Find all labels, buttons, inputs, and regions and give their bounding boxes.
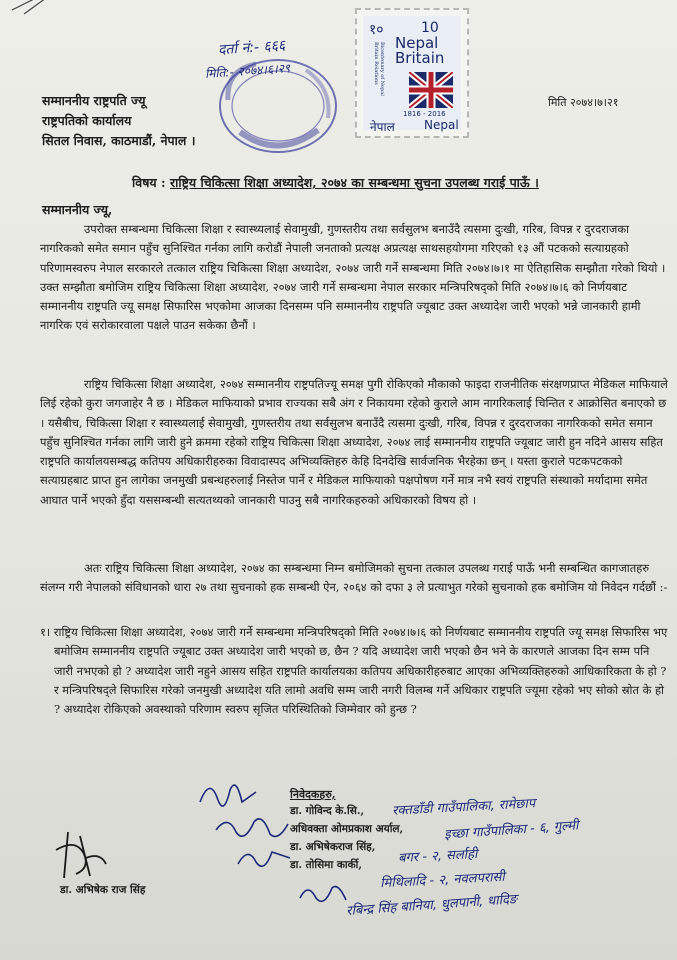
handwritten-address-4: मिथिलादि - २, नवलपरासी xyxy=(379,869,506,892)
handwritten-address-5: रबिन्द्र सिंह बानिया, धुलपानी, धादिङ xyxy=(345,892,518,919)
stamp-side-text: Bicentenary of Nepal Britain Relations xyxy=(373,42,385,96)
stamp-value: 10 xyxy=(421,20,439,36)
stamp-title-britain: Britain xyxy=(395,49,445,67)
registration-date: मिति:- २०७४।६।२९ xyxy=(204,61,291,81)
handwritten-address-2: इच्छा गाउँपालिका - ६, गुल्मी xyxy=(443,818,579,843)
stamp-caption-nepali: नेपाल xyxy=(370,120,395,134)
address-line-3: सितल निवास, काठमाडौं, नेपाल । xyxy=(42,133,196,148)
signatory-1: डा. गोविन्द के.सि., xyxy=(290,805,365,817)
signatory-4: डा. तोसिमा कार्की, xyxy=(290,859,363,871)
stamp-title-nepal: Nepal xyxy=(395,34,439,52)
body-paragraph-3 xyxy=(40,559,670,598)
request-item-1 xyxy=(40,623,670,719)
subject-label: विषय : xyxy=(132,175,166,190)
body-paragraph-2 xyxy=(40,375,670,510)
stamp-caption-english: Nepal xyxy=(424,118,459,132)
left-signatory-name: डा. अभिषेक राज सिंह xyxy=(60,884,146,896)
handwritten-address-1: रक्तडाँडी गाउँपालिका, रामेछाप xyxy=(391,796,536,819)
signature-scribble-left xyxy=(50,828,110,884)
handwritten-address-3: बगर - २, सर्लाही xyxy=(397,846,478,867)
stamp-value-nepali: १० xyxy=(369,22,384,38)
paragraph-text: राष्ट्रिय चिकित्सा शिक्षा अध्यादेश, २०७४ सम्माननीय राष्ट्रपतिज्यू समक्ष पुगी रोकिएको मौकाको फाइदा राजनीतिक संरक्षणप्राप्त मेडिकल माफियाले लिई रहेको कुरा जगजाहेर नै छ । मेडिकल माफियाको प्रभाव राज्यका सबै अंग र निकायमा रहेको कुराले आम नागरिकलाई चिन्तित र आक्रोसित बनाएको छ । यसैबीच, चिकित्सा शिक्षा र स्वास्थ्यलाई सेवामुखी, गुणस्तरीय तथा सर्वसुलभ बनाउँदै त्यसमा दुःखी, गरिब, विपन्न र दुरदराजका नागरिकको समेत समान पहुँच सुनिश्चित गर्नका लागि जारी हुने क्रममा रहेको राष्ट्रिय चिकित्सा शिक्षा अध्यादेश, २०७४ लाई सम्माननीय राष्ट्रपति ज्यूबाट जारी हुन नदिने आसय सहित राष्ट्रपति कार्यालयसम्बद्ध कतिपय अधिकारीहरुका विवादास्पद अभिव्यक्तिहरु केहि दिनदेखि सार्वजनिक भैरहेका छन् । यस्ता कुराले पटकपटकको सत्याग्रहबाट प्राप्त हुन लागेका जनमुखी प्रबन्धहरुलाई निस्तेज पार्ने र मेडिकल माफियाको पक्षपोषण गर्ने मात्र नभै स्वयं राष्ट्रपति संस्थाको मर्यादामा समेत आघात पार्ने भएको हुँदा यससम्बन्धी सत्यतथ्यको जानकारी पाउनु सबै नागरिकहरुको अधिकारको विषय हो । xyxy=(40,377,668,507)
subject-text: राष्ट्रिय चिकित्सा शिक्षा अध्यादेश, २०७४ का सम्बन्धमा सुचना उपलब्ध गराई पाऊँ । xyxy=(170,175,539,190)
subject-line xyxy=(132,174,539,191)
stamp-years: 1816 - 2016 xyxy=(403,110,446,118)
address-line-2: राष्ट्रपतिको कार्यालय xyxy=(42,113,132,128)
paragraph-text: अतः राष्ट्रिय चिकित्सा शिक्षा अध्यादेश, २०७४ का सम्बन्धमा निम्न बमोजिमको सुचना तत्काल उपलब्ध गराई पाऊँ भनी सम्बन्धित कागजातहरु संलग्न गरी नेपालको संविधानको धारा २७ तथा सुचनाको हक सम्बन्धी ऐन, २०६४ को दफा ३ ले प्रत्याभुत गरेको सुचनाको हक बमोजिम यो निवेदन गर्दछौं :- xyxy=(40,561,668,595)
petitioners-heading: निवेदकहरु, xyxy=(290,788,336,801)
signatory-3: डा. अभिषेकराज सिंह, xyxy=(290,841,376,853)
body-paragraph-1 xyxy=(40,220,670,336)
signatory-2: अधिवक्ता ओमप्रकाश अर्याल, xyxy=(290,823,404,835)
registration-number: दर्ता नं:- ६६६ xyxy=(217,37,286,59)
request-item-text: १। राष्ट्रिय चिकित्सा शिक्षा अध्यादेश, २०७४ जारी गर्ने सम्बन्धमा मन्त्रिपरिषद्को मिति २०७४।७।६ को निर्णयबाट सम्माननीय राष्ट्रपति ज्यू समक्ष सिफारिस भए बमोजिम सम्माननीय राष्ट्रपति ज्यूबाट उक्त अध्यादेश जारी भएको छ, छैन ? यदि अध्यादेश जारी भएको छैन भने के कारणले आजका दिन सम्म पनि जारी नभएको हो ? अध्यादेश जारी नहुने आसय सहित राष्ट्रपति कार्यालयका कतिपय अधिकारीहरुबाट आएका अभिव्यक्तिहरुको आधिकारिकता के हो ? र मन्त्रिपरिषद्ले सिफारिस गरेको जनमुखी अध्यादेश यति लामो अवधि सम्म जारी नगरी विलम्ब गर्ने अधिकार राष्ट्रपति ज्यूमा रहेको भए सोको स्रोत के हो ? अध्यादेश रोकिएको अवस्थाको परिणाम स्वरुप सृजित परिस्थितिको जिम्मेवार को हुन्छ ? xyxy=(40,625,668,717)
union-flag-icon xyxy=(409,72,453,108)
paragraph-text: उपरोक्त सम्बन्धमा चिकित्सा शिक्षा र स्वास्थ्यलाई सेवामुखी, गुणस्तरीय तथा सर्वसुलभ बनाउँदै त्यसमा दुःखी, गरिब, विपन्न र दुरदराजका नागरिकको समेत समान पहुँच सुनिश्चित गर्नका लागि करोडौं नेपाली जनताको प्रत्यक्ष अप्रत्यक्ष साथसहयोगमा गरिएको १३ औं पटकको सत्याग्रहको परिणामस्वरुप नेपाल सरकारले तत्काल राष्ट्रिय चिकित्सा शिक्षा अध्यादेश, २०७४ जारी गर्ने सम्बन्धमा मिति २०७४।७।१ मा ऐतिहासिक सम्झौता गरेको थियो । उक्त सम्झौता बमोजिम राष्ट्रिय चिकित्सा शिक्षा अध्यादेश, २०७४ जारी गर्ने सम्बन्धमा नेपाल सरकार मन्त्रिपरिषद्को मिति २०७४।७।६ को निर्णयबाट सम्माननीय राष्ट्रपति ज्यू समक्ष सिफारिस भएकोमा आजका दिनसम्म पनि सम्माननीय राष्ट्रपति ज्यूबाट उक्त अध्यादेश जारी भएको भन्ने जानकारी हामी नागरिक एवं सरोकारवाला पक्षले पाउन सकेका छैनौं । xyxy=(40,222,666,333)
salutation: सम्माननीय ज्यू, xyxy=(42,202,113,217)
corner-pen-mark xyxy=(10,0,50,16)
postage-stamp-face xyxy=(363,16,461,130)
address-line-1: सम्माननीय राष्ट्रपति ज्यू xyxy=(42,93,146,108)
signature-scribble-3 xyxy=(234,840,294,876)
letter-date: मिति २०७४।७।२१ xyxy=(548,96,619,109)
signature-scribble-4 xyxy=(296,878,350,912)
